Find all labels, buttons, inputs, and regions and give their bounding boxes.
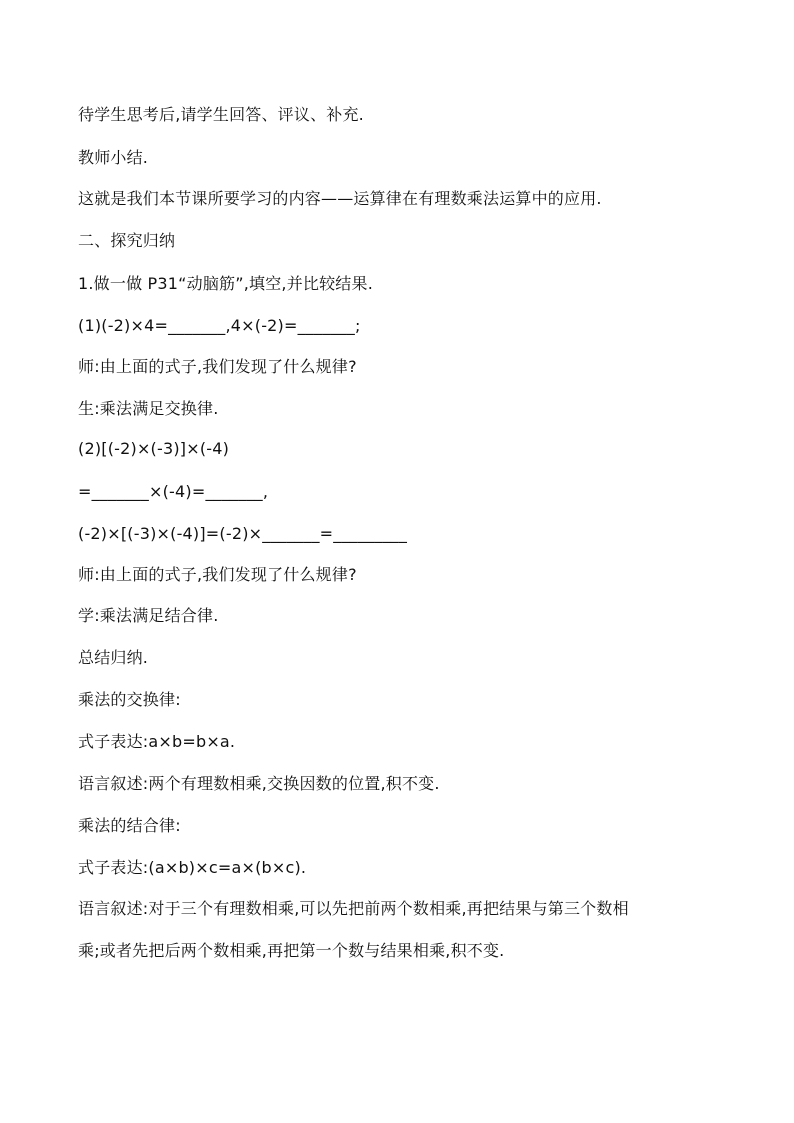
description-commutative: 语言叙述:两个有理数相乘,交换因数的位置,积不变. <box>78 774 440 793</box>
section-heading-explore: 二、探究归纳 <box>78 231 176 250</box>
description-associative-2: 乘;或者先把后两个数相乘,再把第一个数与结果相乘,积不变. <box>78 941 505 960</box>
text-line-activity: 1.做一做 P31“动脑筋”,填空,并比较结果. <box>78 274 373 293</box>
text-line-teacher-summary: 教师小结. <box>78 148 149 167</box>
text-line-student-answer-1: 生:乘法满足交换律. <box>78 399 219 418</box>
heading-associative-law: 乘法的结合律: <box>78 816 181 835</box>
exercise-associative-1: (2)[(-2)×(-3)]×(-4) <box>78 439 230 458</box>
heading-commutative-law: 乘法的交换律: <box>78 690 181 709</box>
exercise-associative-2: =_______×(-4)=_______, <box>78 482 269 501</box>
text-line-lesson-content: 这就是我们本节课所要学习的内容——运算律在有理数乘法运算中的应用. <box>78 189 602 208</box>
formula-associative: 式子表达:(a×b)×c=a×(b×c). <box>78 858 307 877</box>
text-line-teacher-question-1: 师:由上面的式子,我们发现了什么规律? <box>78 357 357 376</box>
formula-commutative: 式子表达:a×b=b×a. <box>78 732 236 751</box>
exercise-commutative: (1)(-2)×4=_______,4×(-2)=_______; <box>78 316 361 335</box>
text-line-summary: 总结归纳. <box>78 648 149 667</box>
description-associative-1: 语言叙述:对于三个有理数相乘,可以先把前两个数相乘,再把结果与第三个数相 <box>78 899 629 918</box>
text-line-student-answer-2: 学:乘法满足结合律. <box>78 606 219 625</box>
text-line-teacher-question-2: 师:由上面的式子,我们发现了什么规律? <box>78 565 357 584</box>
text-line-think: 待学生思考后,请学生回答、评议、补充. <box>78 105 364 124</box>
exercise-associative-3: (-2)×[(-3)×(-4)]=(-2)×_______=_________ <box>78 524 408 543</box>
